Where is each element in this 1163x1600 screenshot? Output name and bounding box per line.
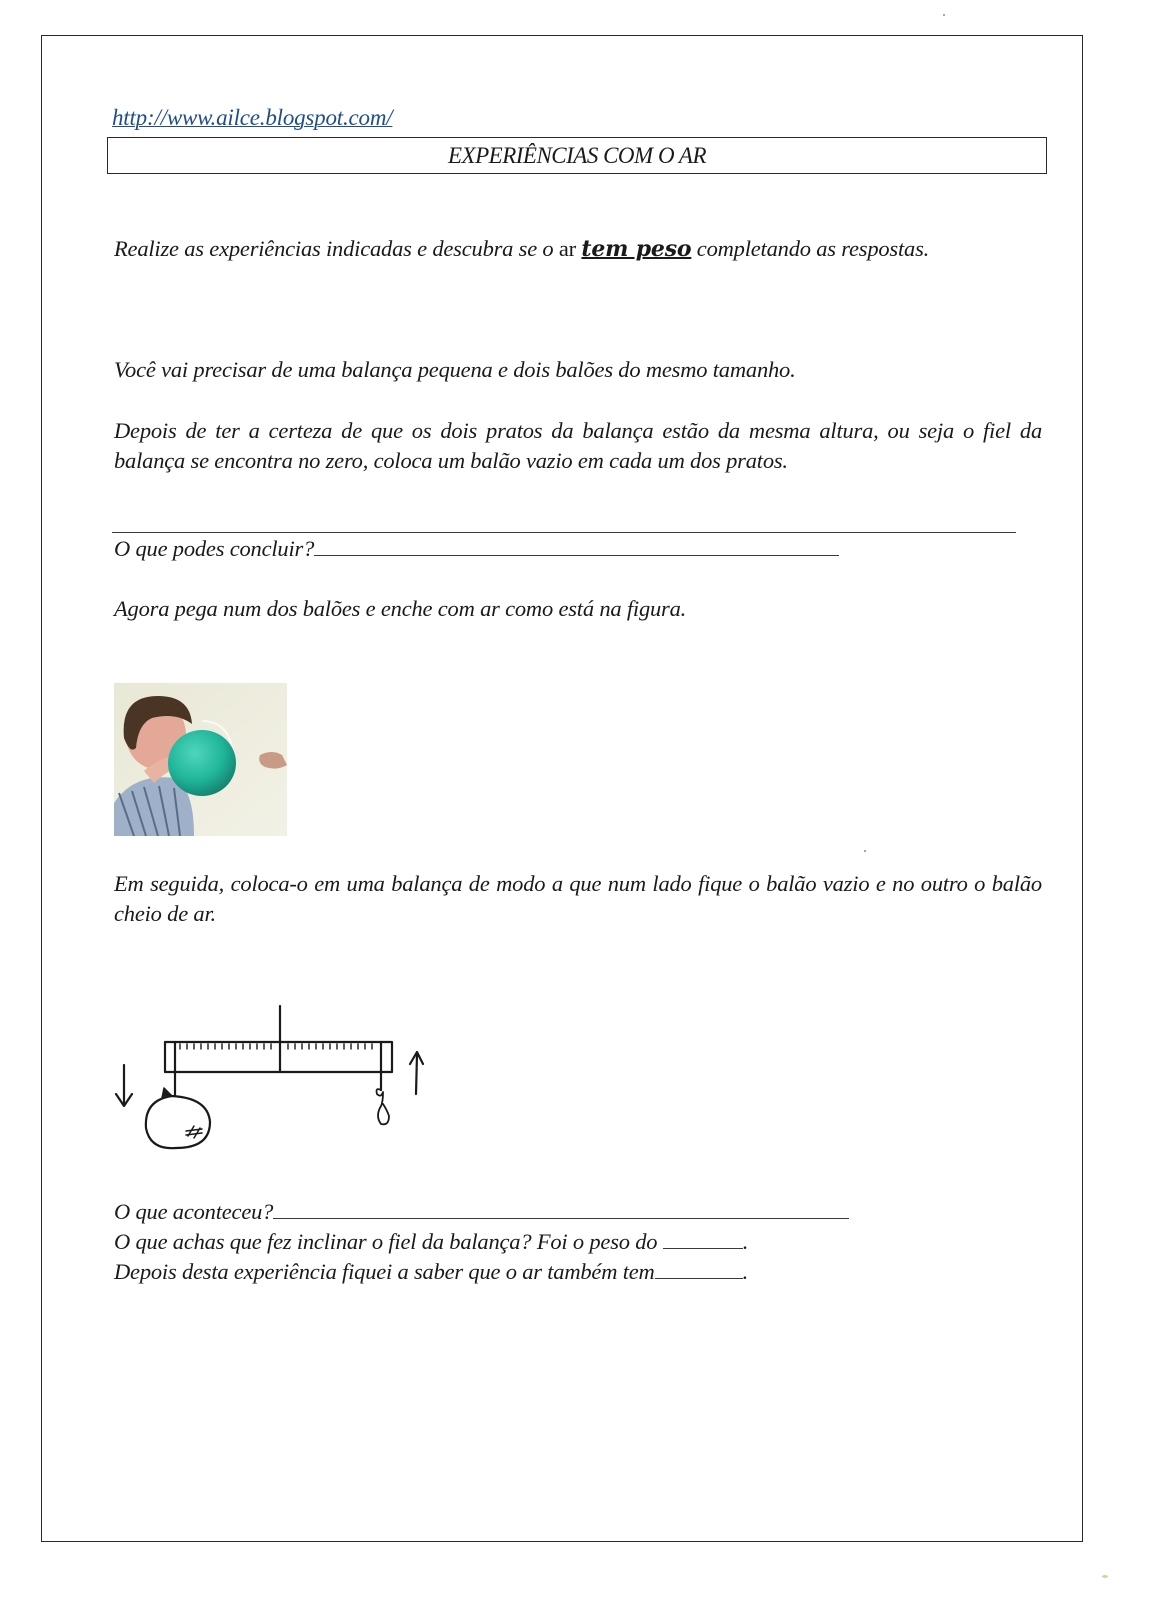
scan-speck	[864, 850, 866, 852]
empty-balloon	[377, 1089, 390, 1124]
question-conclude-label: O que podes concluir?	[114, 536, 315, 561]
scan-speck	[943, 14, 945, 16]
full-balloon	[146, 1096, 210, 1148]
question-conclusion-suffix: .	[742, 1259, 749, 1284]
source-link[interactable]: http://www.ailce.blogspot.com/	[112, 105, 393, 130]
intro-paragraph	[114, 234, 1042, 264]
question-happened-label: O que aconteceu?	[114, 1199, 274, 1224]
intro-word-ar: ar	[558, 236, 576, 261]
scan-speck	[1102, 1575, 1108, 1578]
answer-field-tilt[interactable]	[663, 1228, 743, 1249]
arrow-down-icon	[116, 1065, 132, 1106]
question-tilt-suffix: .	[742, 1229, 749, 1254]
question-tilt-label: O que achas que fez inclinar o fiel da balança? Foi o peso do	[114, 1229, 663, 1254]
question-conclude	[114, 534, 1042, 564]
separator-line	[112, 532, 1016, 533]
step2-paragraph: Agora pega num dos balões e enche com ar como está na figura.	[114, 596, 687, 621]
balloon-photo-image	[114, 683, 287, 836]
intro-text-before: Realize as experiências indicadas e descubra se o	[114, 236, 559, 261]
question-conclusion-label: Depois desta experiência fiquei a saber que o ar também tem	[114, 1259, 655, 1284]
question-happened	[114, 1197, 1042, 1227]
answer-field-conclusion[interactable]	[655, 1258, 743, 1279]
step1-paragraph: Depois de ter a certeza de que os dois pratos da balança estão da mesma altura, ou seja o fiel da balança se encontra no zero, coloca um balão vazio em cada um dos pratos.	[114, 418, 1042, 473]
beam-ticks	[180, 1044, 372, 1049]
balance-diagram	[100, 970, 440, 1150]
question-conclusion	[114, 1257, 1042, 1287]
materials-paragraph: Você vai precisar de uma balança pequena e dois balões do mesmo tamanho.	[114, 357, 796, 382]
step3-paragraph: Em seguida, coloca-o em uma balança de modo a que num lado fique o balão vazio e no outro o balão cheio de ar.	[114, 871, 1042, 926]
title-box	[107, 137, 1047, 174]
answer-field-happened[interactable]	[273, 1198, 849, 1219]
green-balloon	[168, 730, 236, 796]
answer-field-conclude[interactable]	[314, 535, 839, 556]
balloon-photo	[114, 683, 287, 836]
intro-text-after: completando as respostas.	[691, 236, 930, 261]
arrow-up-icon	[410, 1052, 423, 1094]
page-title: EXPERIÊNCIAS COM O AR	[448, 142, 706, 168]
question-tilt	[114, 1227, 1042, 1257]
intro-emphasis: tem peso	[581, 236, 692, 262]
